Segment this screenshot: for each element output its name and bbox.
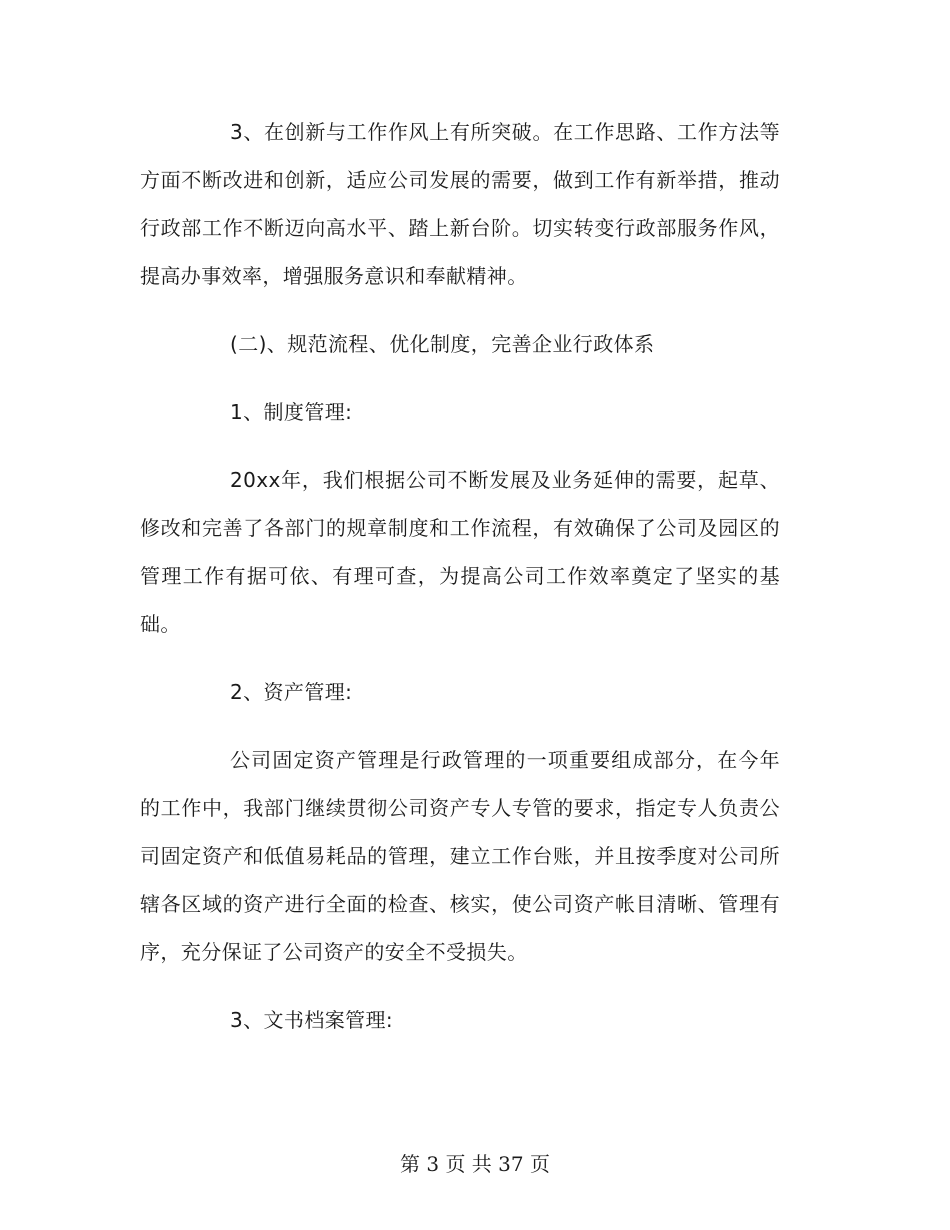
paragraph-innovation: 3、在创新与工作作风上有所突破。在工作思路、工作方法等方面不断改进和创新，适应公司发展的需要，做到工作有新举措，推动行政部工作不断迈向高水平、踏上新台阶。切实转变行政部服务作风，提高办事效率，增强服务意识和奉献精神。	[140, 120, 780, 288]
paragraph-asset-management: 公司固定资产管理是行政管理的一项重要组成部分，在今年的工作中，我部门继续贯彻公司资产专人专管的要求，指定专人负责公司固定资产和低值易耗品的管理，建立工作台账，并且按季度对公司所辖各区域的资产进行全面的检查、核实，使公司资产帐目清晰、管理有序，充分保证了公司资产的安全不受损失。	[140, 748, 780, 964]
subheading-asset-management: 2、资产管理:	[230, 680, 353, 704]
section-heading-process: (二)、规范流程、优化制度，完善企业行政体系	[230, 332, 655, 356]
page-footer: 第 3 页 共 37 页	[400, 1152, 550, 1176]
subheading-archive-management: 3、文书档案管理:	[230, 1008, 394, 1032]
subheading-system-management: 1、制度管理:	[230, 400, 353, 424]
document-body	[140, 108, 780, 1064]
paragraph-system-management: 20xx年，我们根据公司不断发展及业务延伸的需要，起草、修改和完善了各部门的规章制度和工作流程，有效确保了公司及园区的管理工作有据可依、有理可查，为提高公司工作效率奠定了坚实的基础。	[140, 468, 780, 636]
